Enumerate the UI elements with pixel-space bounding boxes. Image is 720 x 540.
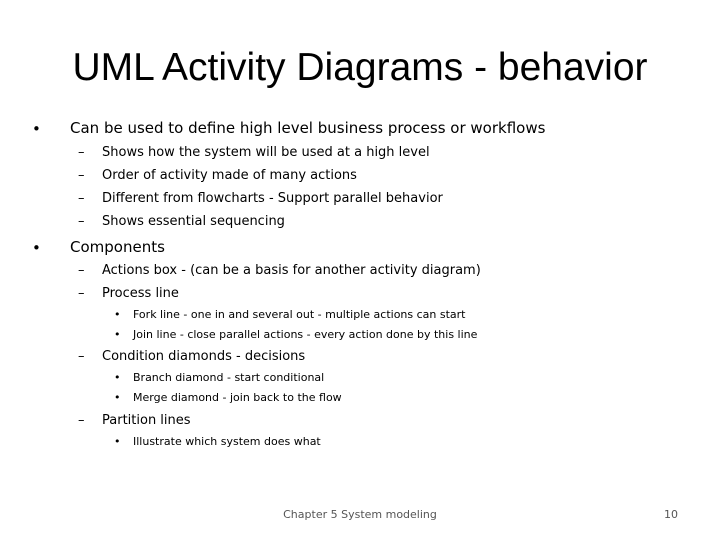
bullet-item-level3: Join line - close parallel actions - every action done by this line [133,328,478,341]
bullet-item-level2: Different from flowcharts - Support parallel behavior [102,191,443,206]
bullet-marker: • [114,391,121,404]
dash-marker: – [78,191,85,206]
slide-title: UML Activity Diagrams - behavior [72,46,648,89]
dash-marker: – [78,349,85,364]
dash-marker: – [78,214,85,229]
page-number: 10 [664,508,678,521]
dash-marker: – [78,145,85,160]
bullet-item-level2: Process line [102,286,179,301]
bullet-item-level2: Partition lines [102,413,191,428]
bullet-marker: • [32,120,41,138]
bullet-item-level2: Actions box - (can be a basis for another activity diagram) [102,263,481,278]
dash-marker: – [78,413,85,428]
bullet-marker: • [32,239,41,257]
bullet-marker: • [114,371,121,384]
bullet-item-level3: Branch diamond - start conditional [133,371,325,384]
bullet-marker: • [114,435,121,448]
bullet-item-level1: Can be used to define high level business process or workflows [70,119,546,137]
dash-marker: – [78,168,85,183]
bullet-item-level2: Shows how the system will be used at a high level [102,145,430,160]
bullet-item-level2: Condition diamonds - decisions [102,349,306,364]
bullet-item-level1: Components [70,238,165,256]
bullet-item-level2: Shows essential sequencing [102,214,285,229]
dash-marker: – [78,286,85,301]
bullet-marker: • [114,308,121,321]
dash-marker: – [78,263,85,278]
bullet-item-level3: Merge diamond - join back to the flow [133,391,342,404]
bullet-item-level3: Fork line - one in and several out - multiple actions can start [133,308,466,321]
footer-chapter: Chapter 5 System modeling [283,508,437,521]
bullet-item-level2: Order of activity made of many actions [102,168,357,183]
bullet-marker: • [114,328,121,341]
bullet-item-level3: Illustrate which system does what [133,435,321,448]
